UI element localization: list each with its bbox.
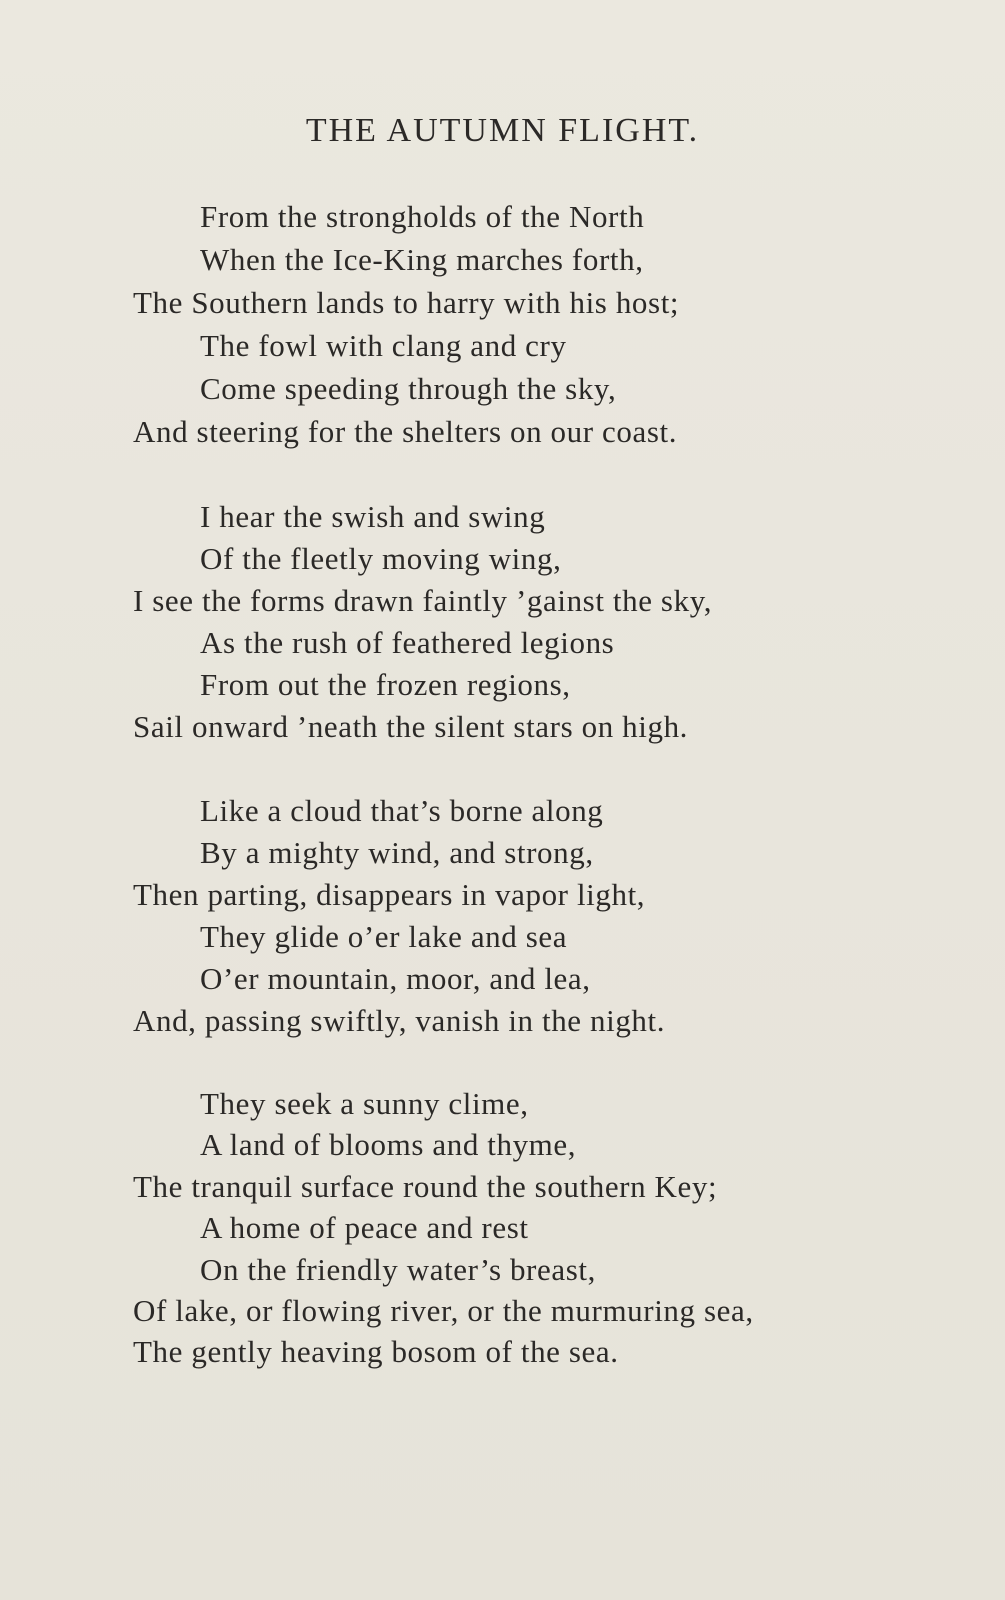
poem-line: From the strongholds of the North (200, 199, 645, 234)
poem-line: Like a cloud that’s borne along (200, 793, 604, 828)
poem-title: THE AUTUMN FLIGHT. (305, 112, 700, 149)
poem-line: I hear the swish and swing (200, 499, 546, 534)
poem-line: By a mighty wind, and strong, (200, 835, 594, 870)
poem-line: The fowl with clang and cry (200, 328, 567, 363)
poem-line: A home of peace and rest (200, 1210, 529, 1245)
poem-line: They seek a sunny clime, (200, 1086, 529, 1121)
poem-line: A land of blooms and thyme, (200, 1127, 577, 1162)
poem-line: Sail onward ’neath the silent stars on high. (133, 709, 689, 744)
poem-line: Then parting, disappears in vapor light, (133, 877, 646, 912)
poem-line: I see the forms drawn faintly ’gainst the sky, (133, 583, 713, 618)
poem-line: On the friendly water’s breast, (200, 1252, 596, 1287)
poem-line: O’er mountain, moor, and lea, (200, 961, 591, 996)
poem-line: When the Ice-King marches forth, (200, 242, 644, 277)
poem-line: The Southern lands to harry with his host; (133, 285, 680, 320)
poem-line: And, passing swiftly, vanish in the night. (133, 1003, 666, 1038)
poem-line: As the rush of feathered legions (200, 625, 615, 660)
poem-line: They glide o’er lake and sea (200, 919, 568, 954)
poem-line: And steering for the shelters on our coast. (133, 414, 678, 449)
poem-line: Of lake, or flowing river, or the murmuring sea, (133, 1293, 754, 1328)
poem-line: The tranquil surface round the southern Key; (133, 1169, 718, 1204)
poem-line: Of the fleetly moving wing, (200, 541, 562, 576)
poem-line: Come speeding through the sky, (200, 371, 617, 406)
poem-line: From out the frozen regions, (200, 667, 571, 702)
poem-line: The gently heaving bosom of the sea. (133, 1334, 619, 1369)
